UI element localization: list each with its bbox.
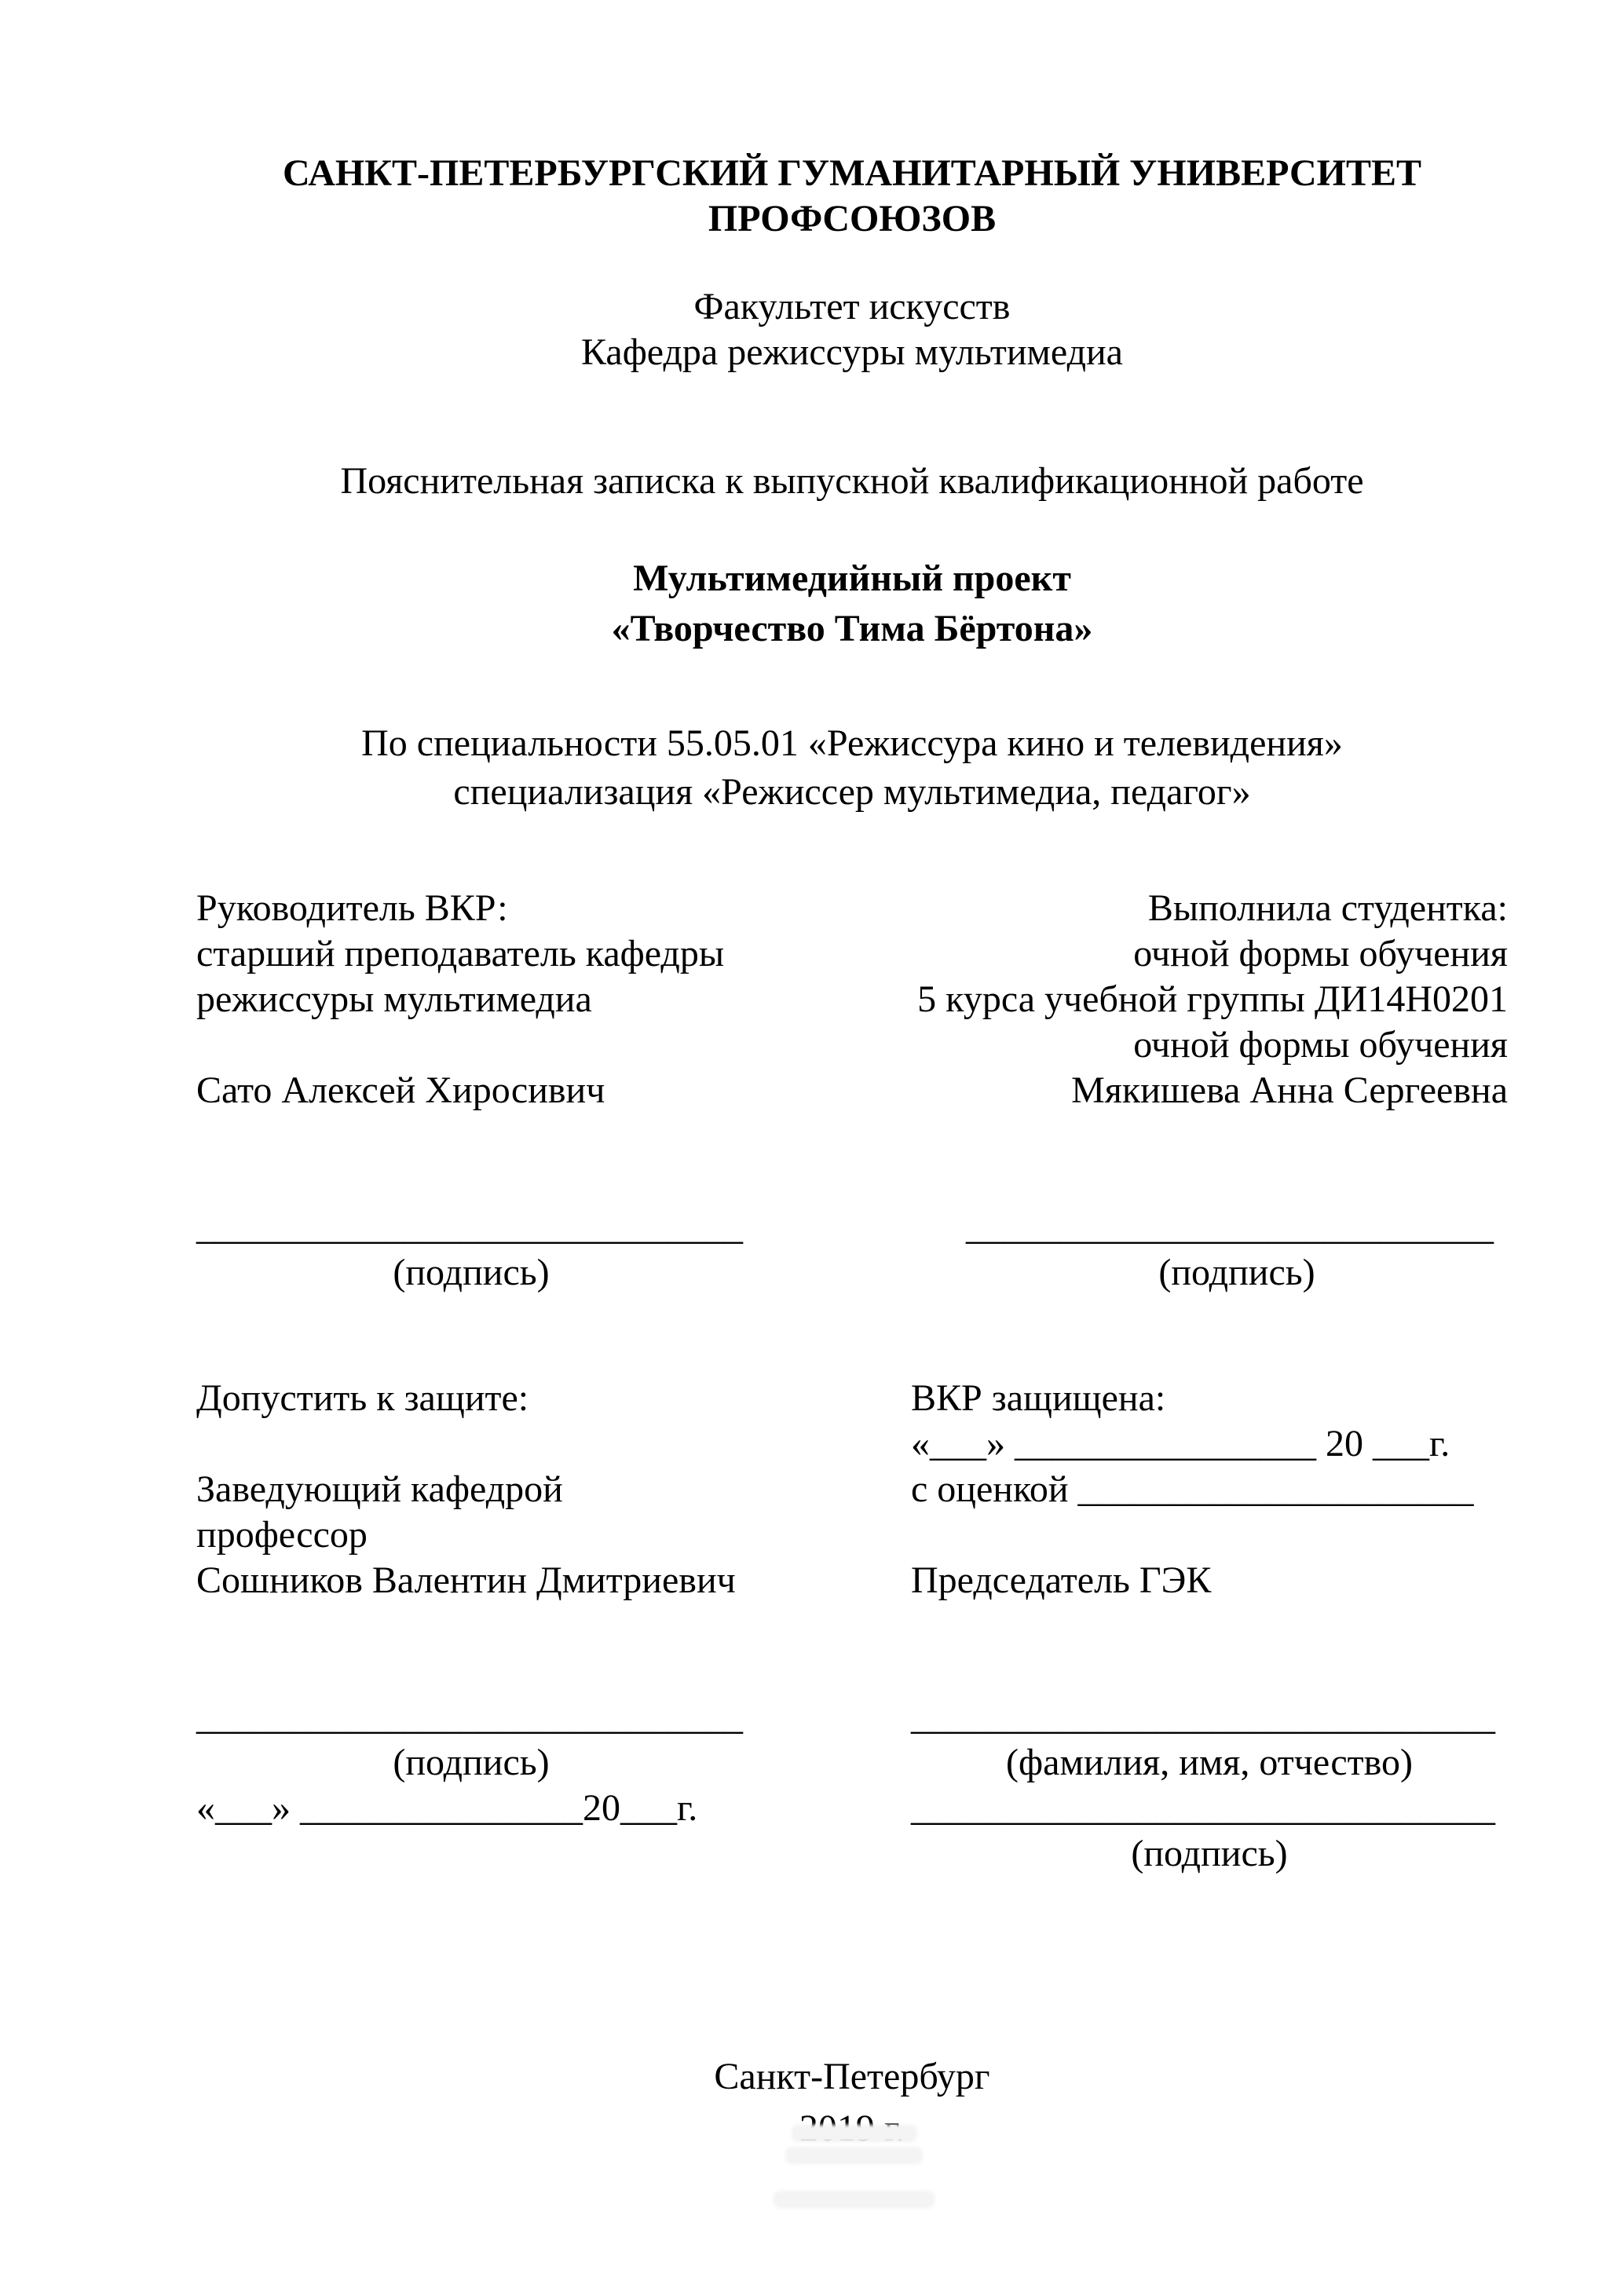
admission-label: Допустить к защите: (196, 1377, 529, 1419)
specialty-line1: По специальности 55.05.01 «Режиссура кино и телевидения» (361, 722, 1343, 764)
gek-name-caption: (фамилия, имя, отчество) (1006, 1742, 1413, 1783)
student-signature-line: ____________________________ (966, 1206, 1494, 1248)
project-title-line1: Мультимедийный проект (633, 558, 1071, 599)
university-name-line2: ПРОФСОЮЗОВ (708, 198, 997, 239)
supervisor-position-line1: старший преподаватель кафедры (196, 933, 725, 974)
chair-name: Сошников Валентин Дмитриевич (196, 1559, 736, 1601)
specialty-line2: специализация «Режиссер мультимедиа, педагог» (453, 771, 1251, 813)
faint-watermark-line-2 (785, 2147, 923, 2164)
gek-name-line: _______________________________ (911, 1696, 1495, 1738)
supervisor-signature-line: _____________________________ (196, 1206, 743, 1248)
gek-chairman-label: Председатель ГЭК (911, 1559, 1212, 1601)
gek-signature-line: _______________________________ (911, 1787, 1495, 1829)
supervisor-position-line2: режиссуры мультимедиа (196, 978, 592, 1020)
faint-watermark-line-3 (774, 2191, 935, 2208)
student-label: Выполнила студентка: (1147, 887, 1508, 929)
faint-watermark-line-1 (792, 2125, 917, 2142)
student-signature-caption: (подпись) (1158, 1252, 1315, 1293)
defense-label: ВКР защищена: (911, 1377, 1166, 1419)
admission-date-line: «___» _______________20___г. (196, 1787, 698, 1829)
supervisor-label: Руководитель ВКР: (196, 887, 508, 929)
university-name-line1: САНКТ-ПЕТЕРБУРГСКИЙ ГУМАНИТАРНЫЙ УНИВЕРСИТЕТ (282, 152, 1422, 194)
student-info-line3: очной формы обучения (1133, 1024, 1508, 1066)
admission-signature-caption: (подпись) (393, 1742, 550, 1783)
student-name: Мякишева Анна Сергеевна (1071, 1069, 1508, 1111)
chair-position-line1: Заведующий кафедрой (196, 1468, 563, 1510)
admission-signature-line: _____________________________ (196, 1696, 743, 1738)
project-title-line2: «Творчество Тима Бёртона» (611, 608, 1093, 649)
supervisor-signature-caption: (подпись) (393, 1252, 550, 1293)
chair-position-line2: профессор (196, 1514, 368, 1556)
student-info-line2: 5 курса учебной группы ДИ14Н0201 (917, 978, 1508, 1020)
department-label: Кафедра режиссуры мультимедиа (581, 331, 1123, 373)
gek-signature-caption: (подпись) (1131, 1833, 1288, 1874)
defense-date-line: «___» ________________ 20 ___г. (911, 1423, 1450, 1464)
supervisor-name: Сато Алексей Хиросивич (196, 1069, 605, 1111)
doc-type-label: Пояснительная записка к выпускной квалификационной работе (340, 460, 1364, 502)
defense-grade-line: с оценкой _____________________ (911, 1468, 1474, 1510)
faculty-label: Факультет искусств (693, 286, 1011, 327)
city-label: Санкт-Петербург (714, 2056, 990, 2097)
student-info-line1: очной формы обучения (1133, 933, 1508, 974)
